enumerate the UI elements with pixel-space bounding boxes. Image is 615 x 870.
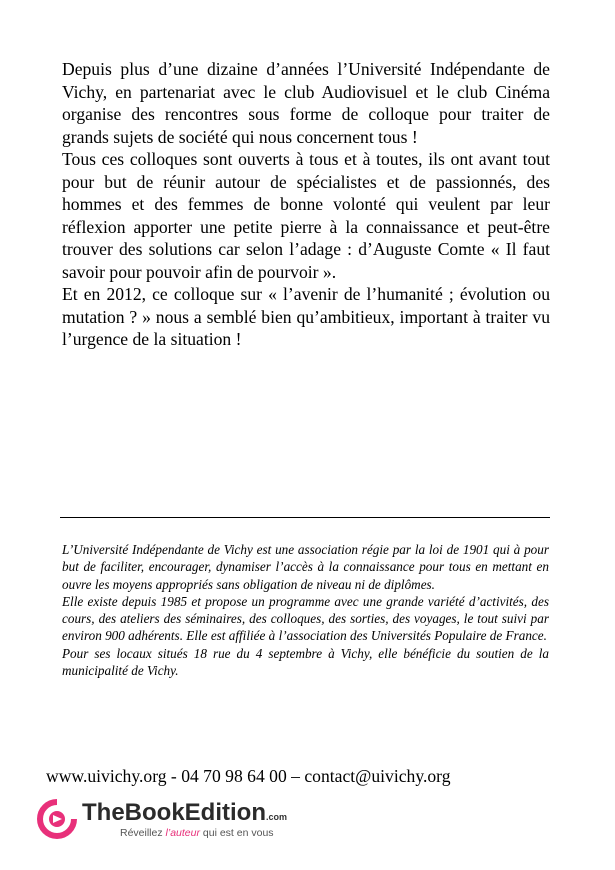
note-paragraph-1: L’Université Indépendante de Vichy est une association régie par la loi de 1901 qui à pour but de faciliter, encourager, dynamiser l’accès à la connaissance pour tous en mettant en ouvre les moyens appropriés sans obligation de niveau ni de diplômes. (62, 542, 549, 592)
tagline-after: qui est en vous (199, 827, 274, 839)
contact-line: www.uivichy.org - 04 70 98 64 00 – contact@uivichy.org (46, 766, 451, 786)
note-paragraph-2: Elle existe depuis 1985 et propose un programme avec une grande variété d’activités, des cours, des ateliers des séminaires, des colloques, des sorties, des voyages, le tout suivi par environ 900 adhérents. Elle est affiliée à l’association des Universités Populaire de France. (62, 593, 549, 644)
brand-name-com: .com (266, 812, 288, 822)
brand-name-book: Book (124, 799, 185, 826)
brand-name-the: The (82, 799, 125, 826)
thebookedition-logo-icon (36, 798, 78, 840)
tagline-highlight: l’auteur (165, 827, 200, 839)
main-paragraph-1: Depuis plus d’une dizaine d’années l’Université Indépendante de Vichy, en partenariat avec le club Audiovisuel et le club Cinéma organise des rencontres sous forme de colloque pour traiter de grands sujets de société qui nous concernent tous ! (62, 59, 550, 147)
brand-name-edition: Edition (184, 799, 266, 826)
publisher-logo (36, 796, 336, 846)
note-paragraph-3: Pour ses locaux situés 18 rue du 4 septembre à Vichy, elle bénéficie du soutien de la municipalité de Vichy. (62, 645, 549, 679)
main-paragraph-2: Tous ces colloques sont ouverts à tous et à toutes, ils ont avant tout pour but de réunir autour de spécialistes et de passionnés, des hommes et des femmes de bonne volonté qui veulent par leur réflexion apporter une petite pierre à la connaissance et peut-être trouver des solutions car selon l’adage : d’Auguste Comte « Il faut savoir pour pouvoir afin de pourvoir ». (62, 149, 550, 282)
main-text (62, 58, 550, 351)
association-notes (62, 541, 549, 679)
main-paragraph-3: Et en 2012, ce colloque sur « l’avenir de l’humanité ; évolution ou mutation ? » nous a semblé bien qu’ambitieux, important à traiter vu l’urgence de la situation ! (62, 284, 550, 349)
brand-tagline (120, 827, 274, 839)
tagline-before: Réveillez (120, 827, 166, 839)
horizontal-divider (60, 517, 550, 518)
